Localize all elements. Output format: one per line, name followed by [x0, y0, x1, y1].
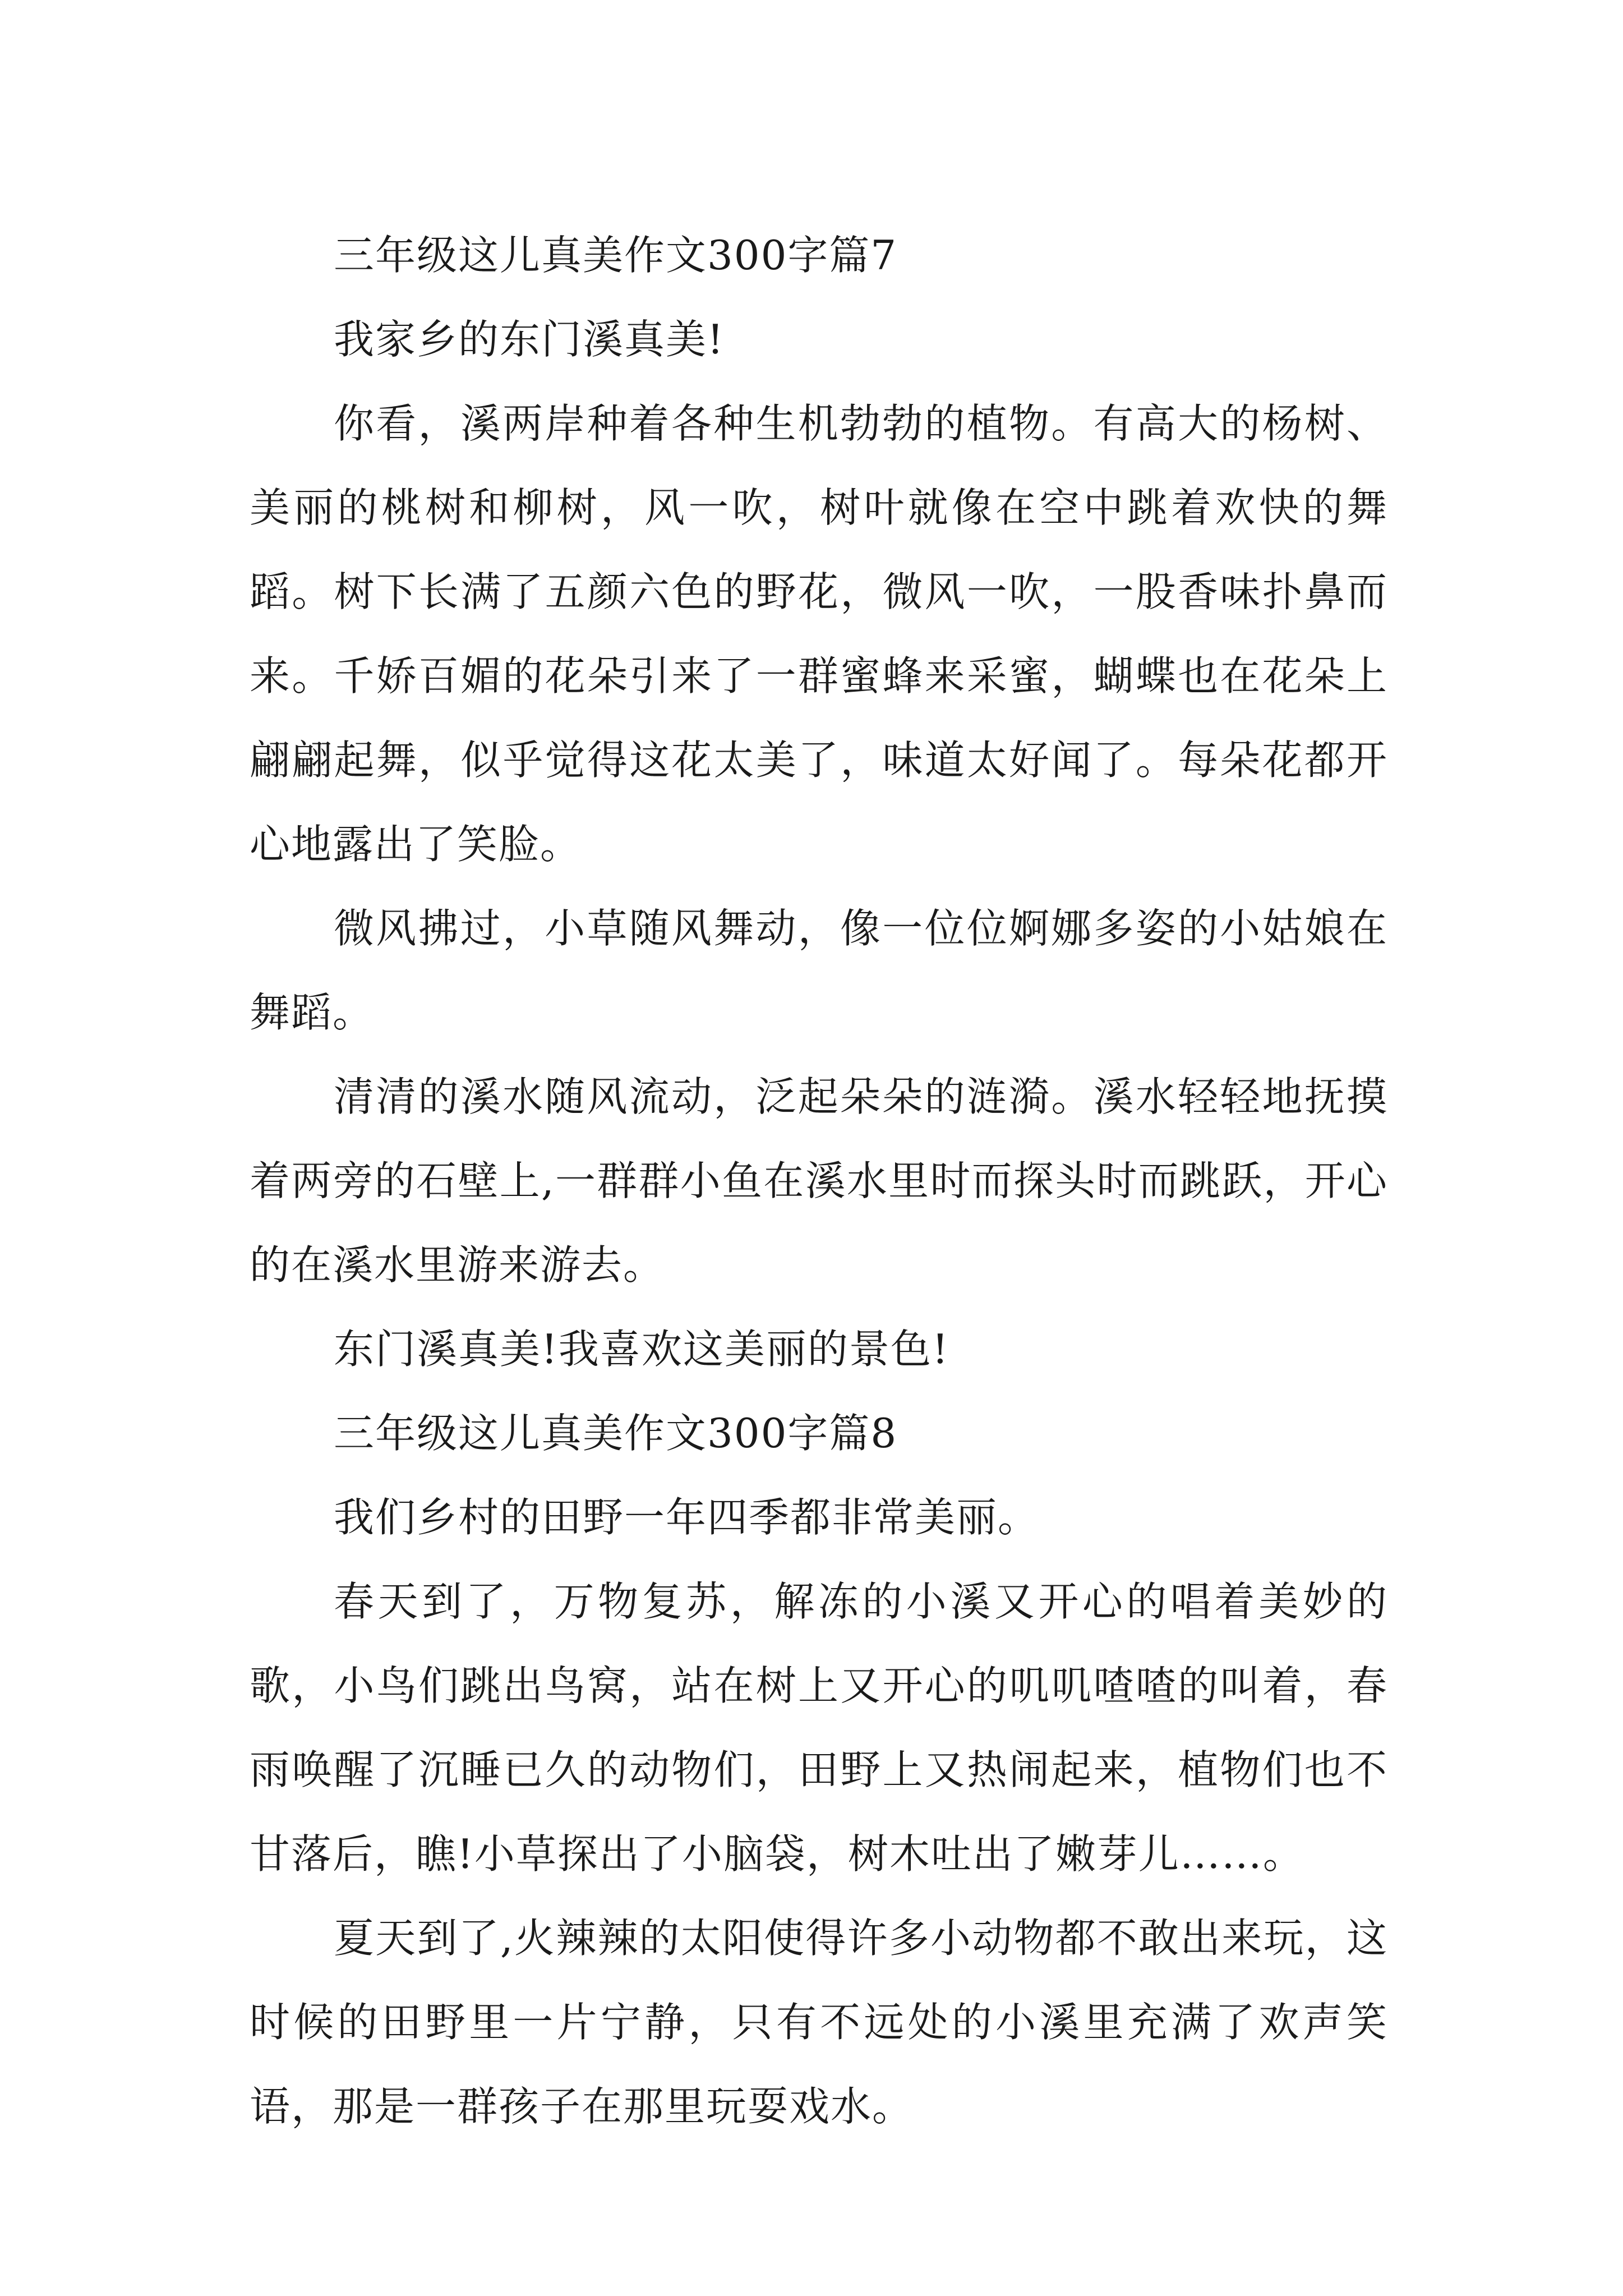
paragraph: 我们乡村的田野一年四季都非常美丽。 — [334, 1494, 1040, 1541]
paragraph: 微风拂过，小草随风舞动，像一位位婀娜多姿的小姑娘在舞蹈。 — [250, 905, 1388, 1036]
paragraph: 夏天到了,火辣辣的太阳使得许多小动物都不敢出来玩，这时候的田野里一片宁静，只有不远处的小溪里充满了欢声笑语，那是一群孩子在那里玩耍戏水。 — [250, 1915, 1388, 2130]
document-body — [250, 213, 1388, 2148]
paragraph: 我家乡的东门溪真美! — [334, 316, 725, 363]
section-heading-8: 三年级这儿真美作文300字篇8 — [334, 1410, 898, 1457]
paragraph: 东门溪真美!我喜欢这美丽的景色! — [334, 1326, 949, 1373]
section-heading-7: 三年级这儿真美作文300字篇7 — [334, 232, 898, 279]
paragraph: 清清的溪水随风流动，泛起朵朵的涟漪。溪水轻轻地抚摸着两旁的石壁上,一群群小鱼在溪水里时而探头时而跳跃，开心的在溪水里游来游去。 — [250, 1073, 1388, 1289]
paragraph: 你看，溪两岸种着各种生机勃勃的植物。有高大的杨树、美丽的桃树和柳树，风一吹，树叶就像在空中跳着欢快的舞蹈。树下长满了五颜六色的野花，微风一吹，一股香味扑鼻而来。千娇百媚的花朵引来了一群蜜蜂来采蜜，蝴蝶也在花朵上翩翩起舞，似乎觉得这花太美了，味道太好闻了。每朵花都开心地露出了笑脸。 — [250, 400, 1388, 868]
paragraph: 春天到了，万物复苏，解冻的小溪又开心的唱着美妙的歌，小鸟们跳出鸟窝，站在树上又开心的叽叽喳喳的叫着，春雨唤醒了沉睡已久的动物们，田野上又热闹起来，植物们也不甘落后，瞧!小草探出了小脑袋，树木吐出了嫩芽儿……。 — [250, 1578, 1388, 1878]
